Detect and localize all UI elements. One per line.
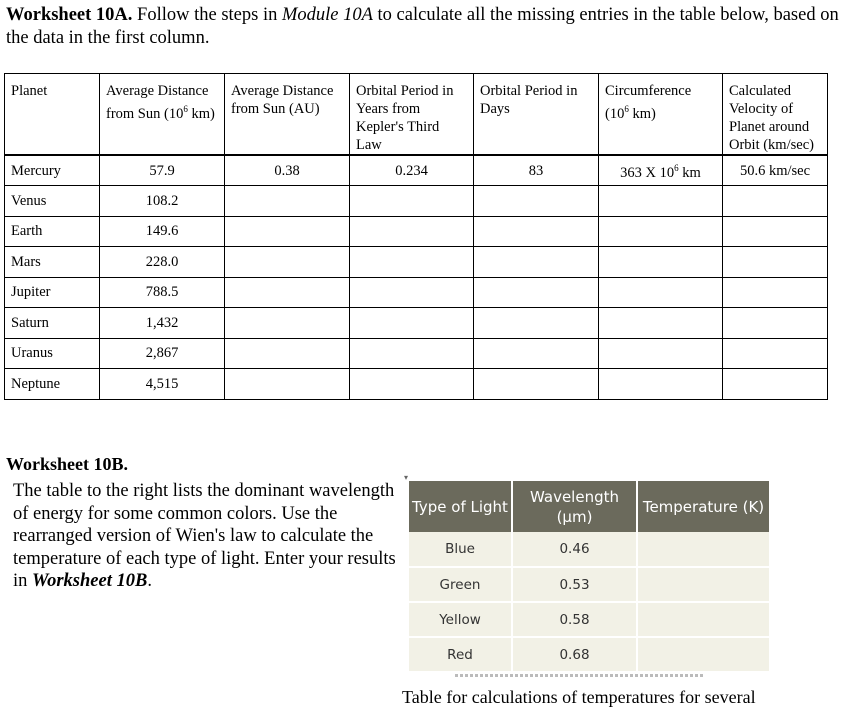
temperature-cell	[637, 532, 769, 567]
fine-print-line	[455, 674, 705, 677]
table-row	[5, 277, 828, 308]
velocity-cell	[723, 338, 828, 369]
distance-cell: 1,432	[100, 308, 225, 339]
years-cell: 0.234	[350, 155, 474, 186]
circumference-cell	[599, 186, 723, 217]
header-distance-au: Average Distance from Sun (AU)	[225, 74, 350, 156]
circumference-cell: 363 X $10^6$ km	[599, 155, 723, 186]
distance-cell: 149.6	[100, 216, 225, 247]
worksheet-10b-title: Worksheet 10B.	[6, 454, 129, 474]
days-cell	[474, 338, 599, 369]
distance-cell: 788.5	[100, 277, 225, 308]
years-cell	[350, 277, 474, 308]
table-row	[5, 247, 828, 278]
planet-cell: Earth	[5, 216, 100, 247]
planet-cell: Mercury	[5, 155, 100, 186]
worksheet-10b-instructions: The table to the right lists the dominant wavelength of energy for some common colors. Use the rearranged version of Wien's law to calculate the temperature of each type of light. Enter your results in Worksheet 10B.	[13, 481, 396, 591]
table-row	[409, 637, 769, 672]
table-row	[409, 532, 769, 567]
years-cell	[350, 186, 474, 217]
years-cell	[350, 338, 474, 369]
au-cell: 0.38	[225, 155, 350, 186]
days-cell	[474, 186, 599, 217]
velocity-cell: 50.6 km/sec	[723, 155, 828, 186]
table-row	[409, 567, 769, 602]
table-row	[5, 338, 828, 369]
wavelength-cell: 0.53	[512, 567, 637, 602]
days-cell	[474, 247, 599, 278]
days-cell	[474, 277, 599, 308]
planet-cell: Uranus	[5, 338, 100, 369]
light-table	[409, 481, 769, 673]
planet-table	[4, 73, 828, 400]
light-type-cell: Red	[409, 637, 512, 672]
header-period-years: Orbital Period in Years from Kepler's Third Law	[350, 74, 474, 156]
au-cell	[225, 308, 350, 339]
header-light-type: Type of Light	[409, 481, 512, 532]
days-cell	[474, 369, 599, 400]
circumference-cell	[599, 277, 723, 308]
light-table-header	[409, 481, 769, 532]
au-cell	[225, 216, 350, 247]
table-caption: Table for calculations of temperatures for several	[402, 687, 756, 707]
planet-cell: Mars	[5, 247, 100, 278]
distance-cell: 57.9	[100, 155, 225, 186]
temperature-cell	[637, 637, 769, 672]
table-row	[5, 155, 828, 186]
table-row	[5, 186, 828, 217]
header-distance-km: Average Distance from Sun ($10^6$ km)	[100, 74, 225, 156]
velocity-cell	[723, 186, 828, 217]
table-row	[5, 369, 828, 400]
header-velocity: Calculated Velocity of Planet around Orbit (km/sec)	[723, 74, 828, 156]
header-wavelength: Wavelength (µm)	[512, 481, 637, 532]
circumference-cell	[599, 247, 723, 278]
planet-cell: Jupiter	[5, 277, 100, 308]
header-temperature: Temperature (K)	[637, 481, 769, 532]
planet-cell: Venus	[5, 186, 100, 217]
velocity-cell	[723, 308, 828, 339]
circumference-cell	[599, 369, 723, 400]
light-type-cell: Green	[409, 567, 512, 602]
table-row	[5, 216, 828, 247]
planet-table-header	[5, 74, 828, 156]
light-type-cell: Blue	[409, 532, 512, 567]
instr-text-end: to calculate all the missing entries in the table below, based on the data in the first column.	[6, 5, 839, 48]
temperature-cell	[637, 602, 769, 637]
velocity-cell	[723, 216, 828, 247]
wavelength-cell: 0.68	[512, 637, 637, 672]
years-cell	[350, 308, 474, 339]
au-cell	[225, 277, 350, 308]
velocity-cell	[723, 247, 828, 278]
temperature-cell	[637, 567, 769, 602]
years-cell	[350, 247, 474, 278]
header-circumference: Circumference ($10^6$ km)	[599, 74, 723, 156]
header-planet: Planet	[5, 74, 100, 156]
planet-cell: Saturn	[5, 308, 100, 339]
worksheet-10a-instructions	[6, 4, 851, 50]
distance-cell: 2,867	[100, 338, 225, 369]
header-period-days: Orbital Period in Days	[474, 74, 599, 156]
module-name: Module 10A	[281, 5, 373, 25]
light-type-cell: Yellow	[409, 602, 512, 637]
au-cell	[225, 186, 350, 217]
circumference-cell	[599, 216, 723, 247]
wavelength-cell: 0.46	[512, 532, 637, 567]
au-cell	[225, 369, 350, 400]
years-cell	[350, 369, 474, 400]
distance-cell: 4,515	[100, 369, 225, 400]
worksheet-10a-title: Worksheet 10A.	[6, 5, 133, 25]
circumference-cell	[599, 308, 723, 339]
wavelength-cell: 0.58	[512, 602, 637, 637]
distance-cell: 108.2	[100, 186, 225, 217]
velocity-cell	[723, 369, 828, 400]
au-cell	[225, 247, 350, 278]
circumference-cell	[599, 338, 723, 369]
distance-cell: 228.0	[100, 247, 225, 278]
instr-text: Follow the steps in	[137, 5, 282, 25]
days-cell	[474, 308, 599, 339]
years-cell	[350, 216, 474, 247]
small-marker-icon: ▾	[404, 473, 409, 482]
au-cell	[225, 338, 350, 369]
planet-cell: Neptune	[5, 369, 100, 400]
velocity-cell	[723, 277, 828, 308]
days-cell	[474, 216, 599, 247]
days-cell: 83	[474, 155, 599, 186]
table-row	[5, 308, 828, 339]
table-row	[409, 602, 769, 637]
